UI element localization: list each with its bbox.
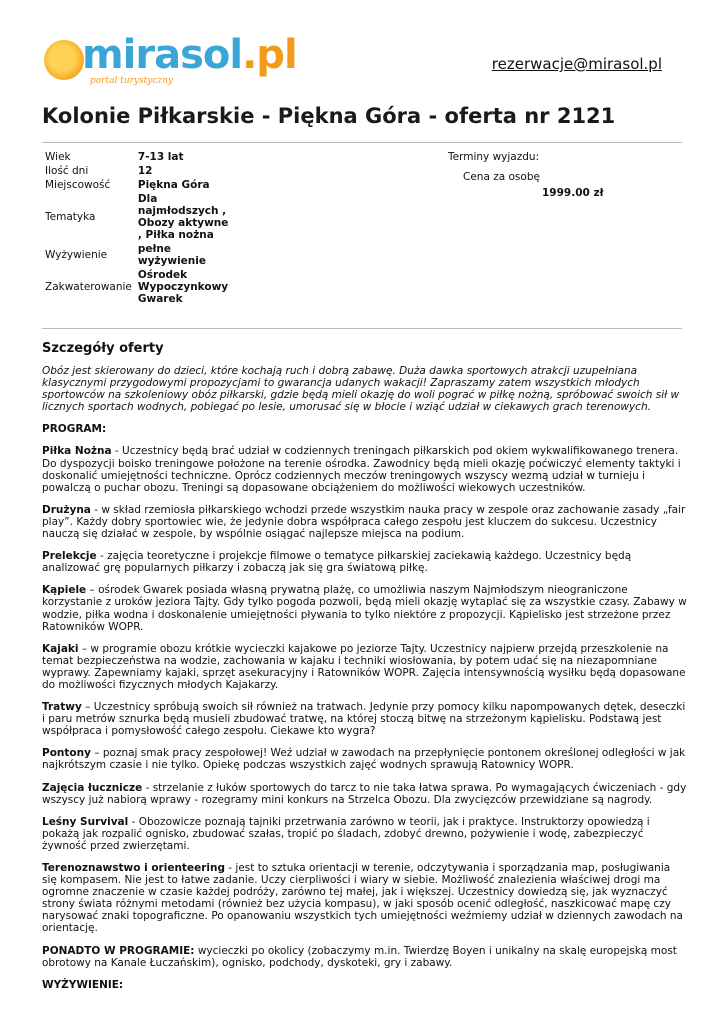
info-value: Ośrodek Wypoczynkowy Gwarek — [137, 269, 229, 305]
program-item — [42, 643, 687, 691]
offer-info-table — [42, 150, 237, 306]
departure-dates-label: Terminy wyjazdu: — [448, 151, 540, 163]
program-item — [42, 584, 687, 632]
program-item — [42, 504, 687, 540]
program-heading: PROGRAM: — [42, 423, 107, 436]
program-item — [42, 945, 687, 969]
program-item — [42, 862, 687, 935]
program-item-text: - Obozowicze poznają tajniki przetrwania zarówno w teorii, jak i praktyce. Instruktorzy opowiedzą i pokażą jak rozpalić ognisko, zbudować szałas, tropić po śladach, zdobyć drewno, pożywienie i wodę, zabezpieczyć żywność przed zwierzętami. — [42, 815, 650, 852]
program-item-name: Piłka Nożna — [42, 445, 112, 458]
info-value: 12 — [137, 165, 153, 177]
info-key: Wyżywienie — [45, 249, 108, 261]
program-item-text: - strzelanie z łuków sportowych do tarcz to nie taka łatwa sprawa. Po wymagających ćwiczeniach - gdy wszyscy już nabiorą wprawy - rozegramy mini konkurs na Strzelca Obozu. Dla zwycięzców przewidziane są nagrody. — [42, 781, 687, 806]
info-value: Piękna Góra — [137, 179, 210, 191]
logo-domain: .pl — [242, 32, 297, 78]
program-item-text: - w skład rzemiosła piłkarskiego wchodzi przede wszystkim nauka pracy w zespole oraz zachowanie zasady „fair play”. Każdy dobry sportowiec wie, że jedynie dobra współpraca całego zespołu jest kluczem do sukcesu. Uczestnicy nauczą się działać w zespole, by wspólnie osiągać najlepsze miejsca na podium. — [42, 503, 686, 541]
info-row-location — [42, 178, 237, 192]
info-key: Tematyka — [45, 211, 96, 223]
divider — [42, 328, 682, 329]
program-item-text: – Uczestnicy spróbują swoich sił również na tratwach. Jedynie przy pomocy kilku napompowanych dętek, deseczki i paru metrów sznurka będą musieli zbudować tratwę, na której stoczą bitwę na strzeżonym kąpielisku. Podstawą jest współpraca i pomysłowość całego zespołu. Ciekawe kto wygra? — [42, 701, 686, 738]
divider — [42, 142, 682, 143]
meals-heading: WYŻYWIENIE: — [42, 978, 124, 991]
program-item-text: – ośrodek Gwarek posiada własną prywatną plażę, co umożliwia naszym Najmłodszym nieograniczone korzystanie z uroków jeziora Tajty. Gdy tylko pogoda pozwoli, będą mieli okazję wytaplać się za wszystkie czasy. Zabawy w wodzie, piłka wodna i doskonalenie umiejętności pływania to tylko niektóre z propozycji. Kąpielisko jest strzeżone przez Ratowników WOPR. — [42, 584, 687, 633]
program-item-name: Kąpiele — [42, 584, 87, 597]
info-row-meals — [42, 242, 237, 268]
program-item — [42, 747, 687, 771]
program-item-text: - jest to sztuka orientacji w terenie, odczytywania i sporządzania map, posługiwania się kompasem. Nie jest to łatwe zadanie. Uczy cierpliwości i wiary w siebie. Możliwość znalezienia właściwej drogi ma ogromne znaczenie w czasie każdej podróży, zarówno tej małej, jak i większej. Uczestnicy dowiedzą się, jak wyznaczyć strony świata różnymi metodami (również bez użycia kompasu), w jaki sposób ocenić odległość, naszkicować mapę czy narysować znaki topograficzne. Po opanowaniu wszystkich tych umiejętności weźmiemy udział w dziennych zawodach na orientację. — [42, 862, 683, 935]
info-row-days — [42, 164, 237, 178]
program-item-name: Kajaki — [42, 642, 79, 655]
program-item-name: Zajęcia łucznicze — [42, 781, 143, 794]
program-item — [42, 782, 687, 806]
info-value: 7-13 lat — [137, 151, 184, 163]
logo-wordmark — [82, 32, 297, 78]
intro-paragraph: Obóz jest skierowany do dzieci, które kochają ruch i dobrą zabawę. Duża dawka sportowych atrakcji uzupełniana klasycznymi przygodowymi propozycjami to gwarancja udanych wakacji! Zapraszamy zatem wszystkich młodych sportowców na szkoleniowy obóz piłkarski, gdzie będą mieli okazję do woli pograć w piłkę nożną, spróbować swoich sił w licznych sportach wodnych, pobiegać po lesie, umorusać się w błocie i wziąć udział w ciekawych grach terenowych. — [42, 365, 680, 414]
program-item-name: Terenoznawstwo i orienteering — [42, 862, 225, 874]
program-item — [42, 445, 687, 493]
program-item-name: Drużyna — [42, 503, 91, 516]
program-item-name: Pontony — [42, 747, 91, 760]
info-value: pełne wyżywienie — [137, 243, 206, 267]
program-item — [42, 701, 687, 737]
program-item — [42, 550, 687, 574]
mirasol-logo[interactable] — [44, 32, 297, 92]
price-value: 1999.00 zł — [542, 187, 604, 199]
info-row-age — [42, 150, 237, 164]
info-key: Wiek — [45, 151, 71, 163]
program-item-name: Tratwy — [42, 701, 82, 714]
program-item-text: wycieczki po okolicy (zobaczymy m.in. Twierdzę Boyen i unikalny na skalę europejską most obrotowy na Kanale Łuczańskim), ognisko, podchody, dyskoteki, gry i zabawy. — [42, 944, 677, 969]
program-item-text: - zajęcia teoretyczne i projekcje filmowe o tematyce piłkarskiej zaciekawią każdego. Uczestnicy będą analizować grę popularnych piłkarzy i zobaczą jak się gra światową piłkę. — [42, 550, 632, 575]
logo-tagline: portal turystyczny — [90, 76, 173, 86]
offer-details — [42, 365, 687, 1001]
price-label: Cena za osobę — [463, 171, 540, 183]
program-item-name: Leśny Survival — [42, 815, 129, 828]
info-value: Dla najmłodszych , Obozy aktywne , Piłka nożna — [137, 193, 229, 241]
page-title: Kolonie Piłkarskie - Piękna Góra - oferta nr 2121 — [42, 104, 616, 128]
logo-name: mirasol — [82, 32, 243, 78]
info-key: Miejscowość — [45, 179, 111, 191]
info-row-accommodation — [42, 268, 237, 306]
program-item-name: Prelekcje — [42, 550, 97, 563]
info-row-theme — [42, 192, 237, 242]
program-item-text: – poznaj smak pracy zespołowej! Weź udział w zawodach na przepłynięcie pontonem określonej odległości w jak najkrótszym czasie i nie tylko. Opiekę podczas wszystkich zajęć wodnych sprawują Ratownicy WOPR. — [42, 747, 686, 772]
sun-logo-icon — [44, 40, 84, 80]
info-key: Zakwaterowanie — [45, 281, 132, 293]
program-item-text: - Uczestnicy będą brać udział w codziennych treningach piłkarskich pod okiem wykwalifikowanego trenera. Do dyspozycji boisko treningowe położone na terenie ośrodka. Zawodnicy będą mieli okazję poćwiczyć elementy taktyki i doskonalić umiejętności techniczne. Oprócz codziennych meczów treningowych wszyscy wezmą udział w turnieju i powalczą o puchar obozu. Treningi są dopasowane obciążeniem do możliwości wiekowych uczestników. — [42, 445, 681, 494]
details-heading: Szczegóły oferty — [42, 341, 164, 356]
info-key: Ilość dni — [45, 165, 89, 177]
program-item-name: PONADTO W PROGRAMIE: — [42, 944, 195, 957]
program-item — [42, 816, 687, 852]
program-item-text: – w programie obozu krótkie wycieczki kajakowe po jeziorze Tajty. Uczestnicy najpierw przejdą przeszkolenie na temat bezpieczeństwa na wodzie, zachowania w kajaku i techniki wiosłowania, by potem udać się na niezapomniane wyprawy. Zapewniamy kajaki, sprzęt asekuracyjny i Ratowników WOPR. Zajęcia intensywnością wysiłku będą dopasowane do możliwości fizycznych młodych Kajakarzy. — [42, 642, 686, 691]
reservation-email-link[interactable]: rezerwacje@mirasol.pl — [491, 55, 662, 73]
